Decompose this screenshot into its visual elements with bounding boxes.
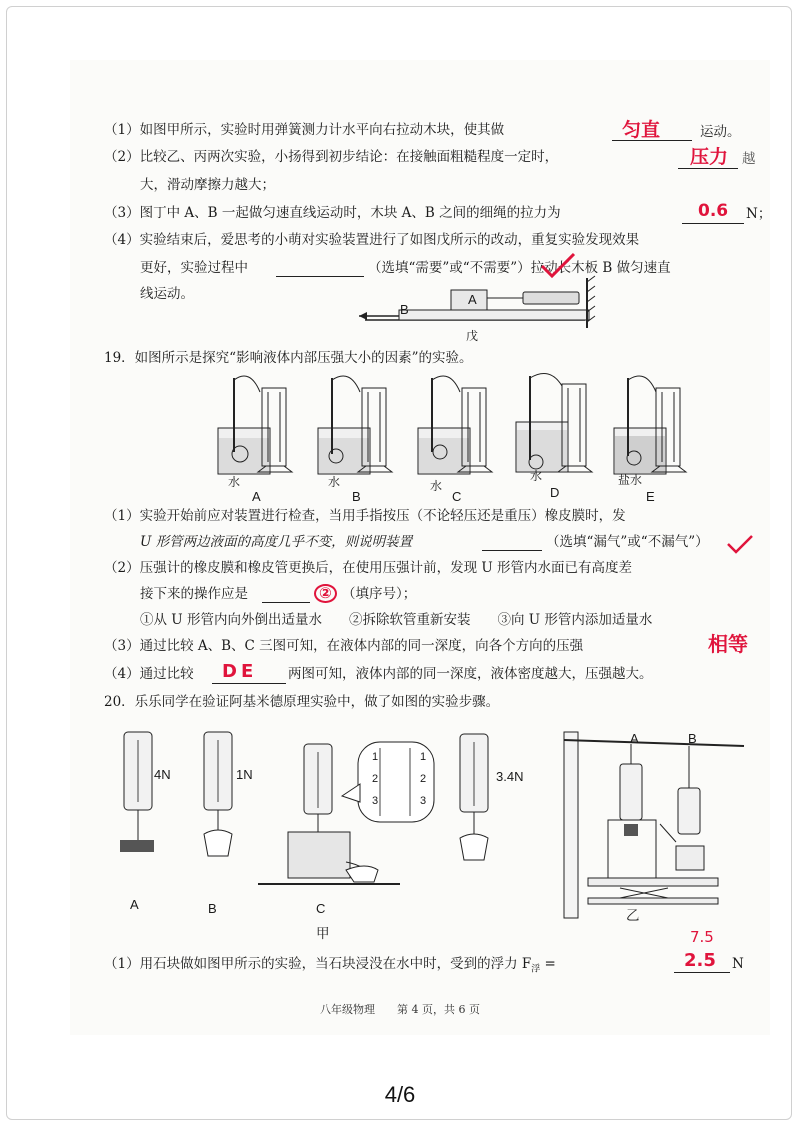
q19-part2-b: 接下来的操作应是 — [140, 586, 248, 602]
archimedes-figure-jia — [110, 722, 440, 892]
q18-part4-b: 更好，实验过程中 — [140, 260, 248, 276]
fig-jia-letter-c: C — [316, 901, 326, 916]
q19-options: ①从 U 形管内向外倒出适量水 ②拆除软管重新安装 ③向 U 形管内添加适量水 — [140, 612, 653, 628]
q18-part2-cont: 大，滑动摩擦力越大； — [140, 177, 275, 193]
spring-scale-b — [204, 732, 232, 856]
scale-tick-1-right: 1 — [420, 751, 427, 763]
q20-p1-answer: 2.5 — [684, 950, 716, 971]
q20-p1-answer-top: 7.5 — [690, 928, 714, 946]
q18-part4: （4）实验结束后，爱思考的小萌对实验装置进行了如图戊所示的改动，重复实验发现效果 — [104, 232, 640, 248]
spring-scale-d — [452, 728, 532, 868]
q19-title: 19．如图所示是探究“影响液体内部压强大小的因素”的实验。 — [104, 350, 473, 366]
label-letter-b: B — [352, 489, 361, 504]
long-board-b — [399, 310, 589, 320]
q20-p1-unit: N — [732, 956, 744, 972]
label-letter-e: E — [646, 489, 655, 504]
gauge-setup-b — [318, 376, 392, 474]
label-liquid-a: 水 — [228, 475, 241, 489]
q19-p4-blank — [212, 683, 286, 684]
q19-p1-blank — [482, 550, 542, 551]
reading-d: 3.4N — [496, 769, 524, 784]
scale-tick-2: 2 — [372, 773, 379, 785]
q18-p2-tail: 越 — [742, 151, 756, 167]
q19-part1-b: U 形管两边液面的高度几乎不变，则说明装置 — [140, 534, 413, 550]
q18-part4-d: 线运动。 — [140, 286, 194, 302]
q20-title: 20．乐乐同学在验证阿基米德原理实验中，做了如图的实验步骤。 — [104, 694, 500, 710]
q18-p2-blank — [678, 168, 738, 169]
scale-tick-3: 3 — [372, 795, 379, 807]
q19-part4: （4）通过比较 — [104, 666, 194, 682]
page-indicator: 4/6 — [384, 1082, 416, 1107]
q18-p2-answer: 压力 — [690, 146, 729, 168]
q18-p4-blank — [276, 276, 364, 277]
fig-label-b: B — [400, 302, 409, 317]
label-liquid-d: 水 — [530, 469, 543, 483]
q19-part3: （3）通过比较 A、B、C 三图可知，在液体内部的同一深度，向各个方向的压强 — [104, 638, 584, 654]
q19-part2: （2）压强计的橡皮膜和橡皮管更换后，在使用压强计前，发现 U 形管内水面已有高度差 — [104, 560, 633, 576]
gauge-setup-a — [218, 376, 292, 474]
scale-tick-2-right: 2 — [420, 773, 427, 785]
q18-p1-tail: 运动。 — [700, 124, 741, 140]
fig-label-a: A — [468, 292, 477, 307]
q19-part2-c: （填序号）； — [342, 586, 417, 602]
fig-jia-letter-b: B — [208, 901, 217, 916]
page-footer: 八年级物理 第 4 页，共 6 页 — [320, 1003, 480, 1016]
spring-scale-a — [120, 732, 154, 852]
label-liquid-e: 盐水 — [618, 473, 643, 487]
fig-jia-letter-a: A — [130, 897, 139, 912]
label-letter-a: A — [252, 489, 261, 504]
q18-p3-answer: 0.6 — [698, 201, 729, 221]
fig-caption-wu: 戊 — [466, 329, 479, 343]
q19-p4-answer: DE — [222, 661, 258, 682]
pressure-gauge-figure — [200, 372, 700, 482]
reading-b: 1N — [236, 767, 253, 782]
fig-yi-label-b: B — [688, 731, 697, 746]
q18-p3-blank — [682, 223, 744, 224]
q19-p2-answer: ② — [314, 584, 337, 603]
q18-part2: （2）比较乙、丙两次实验，小扬得到初步结论：在接触面粗糙程度一定时， — [104, 149, 559, 165]
scale-tick-3-right: 3 — [420, 795, 427, 807]
label-liquid-c: 水 — [430, 479, 443, 493]
q19-part1: （1）实验开始前应对装置进行检查，当用手指按压（不论轻压还是重压）橡皮膜时，发 — [104, 508, 626, 524]
q20-part1: （1）用石块做如图甲所示的实验，当石块浸没在水中时，受到的浮力 $F_浮$ = — [104, 956, 556, 975]
q18-part3: （3）图丁中 A、B 一起做匀速直线运动时，木块 A、B 之间的细绳的拉力为 — [104, 205, 561, 221]
gauge-setup-d — [516, 374, 592, 473]
scale-tick-1: 1 — [372, 751, 379, 763]
q19-part1-c: （选填“漏气”或“不漏气”） — [546, 534, 709, 550]
label-letter-c: C — [452, 489, 462, 504]
q19-part4-b: 两图可知，液体内部的同一深度，液体密度越大，压强越大。 — [288, 666, 653, 682]
gauge-setup-e — [614, 376, 686, 474]
q19-p2-blank — [262, 602, 310, 603]
q20-p1-blank — [674, 972, 730, 973]
q19-p3-answer: 相等 — [708, 632, 748, 656]
fig-caption-jia: 甲 — [316, 926, 330, 942]
check-mark-icon — [726, 534, 756, 556]
fig-caption-yi: 乙 — [626, 908, 640, 924]
q18-part1: （1）如图甲所示，实验时用弹簧测力计水平向右拉动木块，使其做 — [104, 122, 505, 138]
q18-p1-answer: 匀直 — [622, 119, 661, 141]
archimedes-figure-yi — [548, 724, 748, 924]
reading-a: 4N — [154, 767, 171, 782]
gauge-setup-c — [418, 376, 492, 474]
q18-p3-unit: N； — [746, 206, 772, 222]
label-letter-d: D — [550, 485, 560, 500]
label-liquid-b: 水 — [328, 475, 341, 489]
q18-part4-c: （选填“需要”或“不需要”）拉动长木板 B 做匀速直 — [368, 260, 671, 276]
spring-scale — [523, 292, 579, 304]
fig-yi-label-a: A — [630, 731, 639, 746]
fig-wu-diagram — [355, 276, 605, 342]
